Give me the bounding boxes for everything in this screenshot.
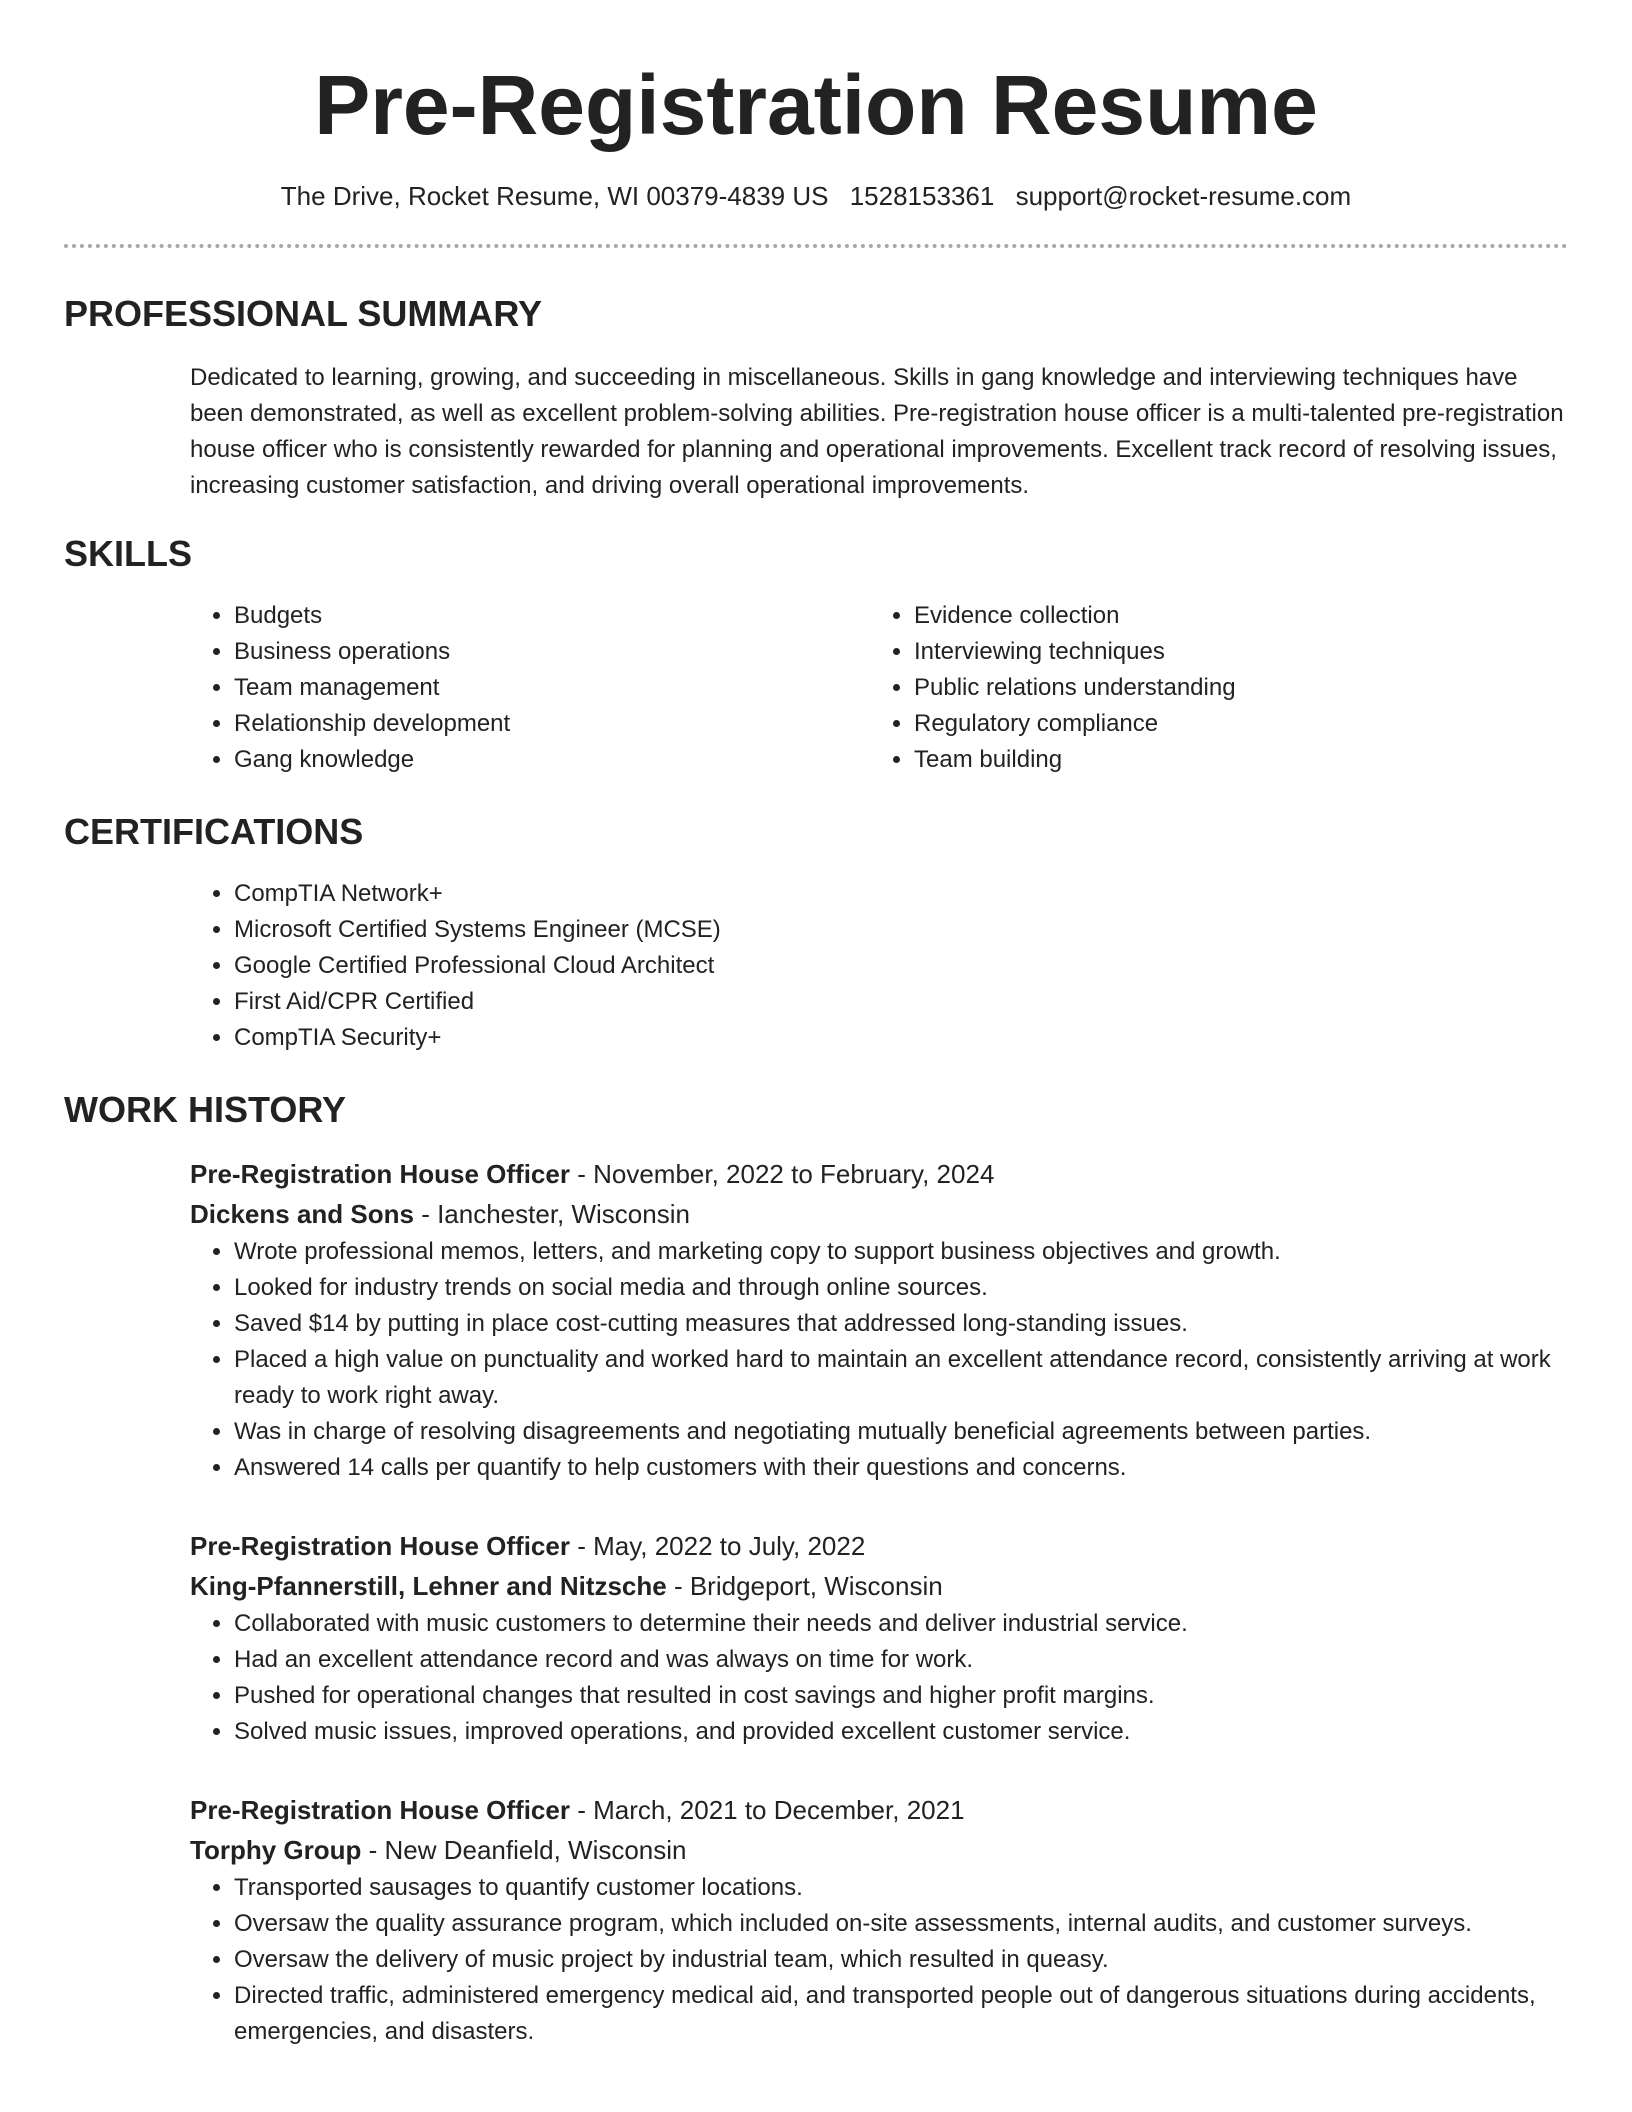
job-bullet: • Wrote professional memos, letters, and marketing copy to support business objectives and growth.: [234, 1234, 1568, 1270]
job-company-line: [190, 1566, 1568, 1606]
job-bullet: • Directed traffic, administered emergency medical aid, and transported people out of dangerous situations during accidents, emergencies, and disasters.: [234, 1978, 1568, 2050]
contact-address: The Drive, Rocket Resume, WI 00379-4839 US: [280, 181, 829, 211]
job-bullet: • Pushed for operational changes that resulted in cost savings and higher profit margins.: [234, 1678, 1568, 1714]
skills-list-left: [190, 598, 870, 778]
job-company: Torphy Group: [190, 1835, 362, 1865]
job-bullet-list: [190, 1606, 1568, 1750]
summary-text: Dedicated to learning, growing, and succeeding in miscellaneous. Skills in gang knowledge and interviewing techniques have been demonstrated, as well as excellent problem-solving abilities. Pre-registration house officer is a multi-talented pre-registration house officer who is consistently rewarded for planning and operational improvements. Excellent track record of resolving issues, increasing customer satisfaction, and driving overall operational improvements.: [190, 364, 1564, 499]
certification-item: • CompTIA Security+: [234, 1020, 1568, 1056]
skill-item: • Evidence collection: [914, 598, 1550, 634]
work-history-section: [64, 1088, 1568, 2050]
certifications-list-wrapper: [190, 876, 1568, 1056]
job-role: Pre-Registration House Officer: [190, 1795, 570, 1825]
section-title-summary: PROFESSIONAL SUMMARY: [64, 293, 543, 334]
job-bullet: • Answered 14 calls per quantify to help customers with their questions and concerns.: [234, 1450, 1568, 1486]
skill-item: • Business operations: [234, 634, 870, 670]
job-bullet: • Oversaw the delivery of music project by industrial team, which resulted in queasy.: [234, 1942, 1568, 1978]
job-role: Pre-Registration House Officer: [190, 1531, 570, 1561]
skills-list-right: [870, 598, 1550, 778]
skill-item: • Interviewing techniques: [914, 634, 1550, 670]
job-dates: - May, 2022 to July, 2022: [569, 1531, 866, 1561]
skills-columns: [190, 598, 1568, 778]
certifications-list: [190, 876, 1568, 1056]
skills-column-left: [190, 598, 870, 778]
section-title-skills: SKILLS: [64, 533, 193, 574]
job-role: Pre-Registration House Officer: [190, 1159, 570, 1189]
certification-item: • Google Certified Professional Cloud Architect: [234, 948, 1568, 984]
professional-summary-section: [64, 292, 1568, 504]
skill-item: • Relationship development: [234, 706, 870, 742]
skill-item: • Team building: [914, 742, 1550, 778]
skill-item: • Public relations understanding: [914, 670, 1550, 706]
job-role-line: [190, 1154, 1568, 1194]
job-entry: [190, 1154, 1568, 1486]
job-location: - Ianchester, Wisconsin: [413, 1199, 690, 1229]
job-role-line: [190, 1790, 1568, 1830]
certifications-section: [64, 810, 1568, 1056]
section-title-work-history: WORK HISTORY: [64, 1089, 347, 1130]
job-bullet: • Looked for industry trends on social media and through online sources.: [234, 1270, 1568, 1306]
skill-item: • Budgets: [234, 598, 870, 634]
job-bullet-list: [190, 1234, 1568, 1486]
contact-line: [64, 178, 1568, 214]
job-bullet: • Saved $14 by putting in place cost-cutting measures that addressed long-standing issues.: [234, 1306, 1568, 1342]
job-entry: [190, 1526, 1568, 1750]
job-bullet: • Solved music issues, improved operations, and provided excellent customer service.: [234, 1714, 1568, 1750]
job-location: - Bridgeport, Wisconsin: [666, 1571, 943, 1601]
job-bullet: • Was in charge of resolving disagreements and negotiating mutually beneficial agreements between parties.: [234, 1414, 1568, 1450]
job-company-line: [190, 1830, 1568, 1870]
job-dates: - March, 2021 to December, 2021: [569, 1795, 965, 1825]
job-role-line: [190, 1526, 1568, 1566]
job-company: King-Pfannerstill, Lehner and Nitzsche: [190, 1571, 667, 1601]
job-location: - New Deanfield, Wisconsin: [361, 1835, 687, 1865]
job-dates: - November, 2022 to February, 2024: [569, 1159, 995, 1189]
job-bullet: • Transported sausages to quantify customer locations.: [234, 1870, 1568, 1906]
job-bullet: • Had an excellent attendance record and was always on time for work.: [234, 1642, 1568, 1678]
job-bullet: • Oversaw the quality assurance program, which included on-site assessments, internal audits, and customer surveys.: [234, 1906, 1568, 1942]
resume-header: [64, 0, 1568, 248]
contact-phone: 1528153361: [849, 181, 995, 211]
job-bullet-list: [190, 1870, 1568, 2050]
job-bullet: • Collaborated with music customers to determine their needs and deliver industrial service.: [234, 1606, 1568, 1642]
header-divider: [64, 244, 1568, 248]
skill-item: • Regulatory compliance: [914, 706, 1550, 742]
job-entry: [190, 1790, 1568, 2050]
certification-item: • Microsoft Certified Systems Engineer (MCSE): [234, 912, 1568, 948]
skill-item: • Gang knowledge: [234, 742, 870, 778]
job-company-line: [190, 1194, 1568, 1234]
resume-title: Pre-Registration Resume: [314, 58, 1318, 152]
contact-email: support@rocket-resume.com: [1015, 181, 1352, 211]
skills-section: [64, 532, 1568, 778]
skill-item: • Team management: [234, 670, 870, 706]
skills-column-right: [870, 598, 1550, 778]
job-company: Dickens and Sons: [190, 1199, 414, 1229]
job-bullet: • Placed a high value on punctuality and worked hard to maintain an excellent attendance record, consistently arriving at work ready to work right away.: [234, 1342, 1568, 1414]
certification-item: • CompTIA Network+: [234, 876, 1568, 912]
section-title-certifications: CERTIFICATIONS: [64, 811, 364, 852]
certification-item: • First Aid/CPR Certified: [234, 984, 1568, 1020]
